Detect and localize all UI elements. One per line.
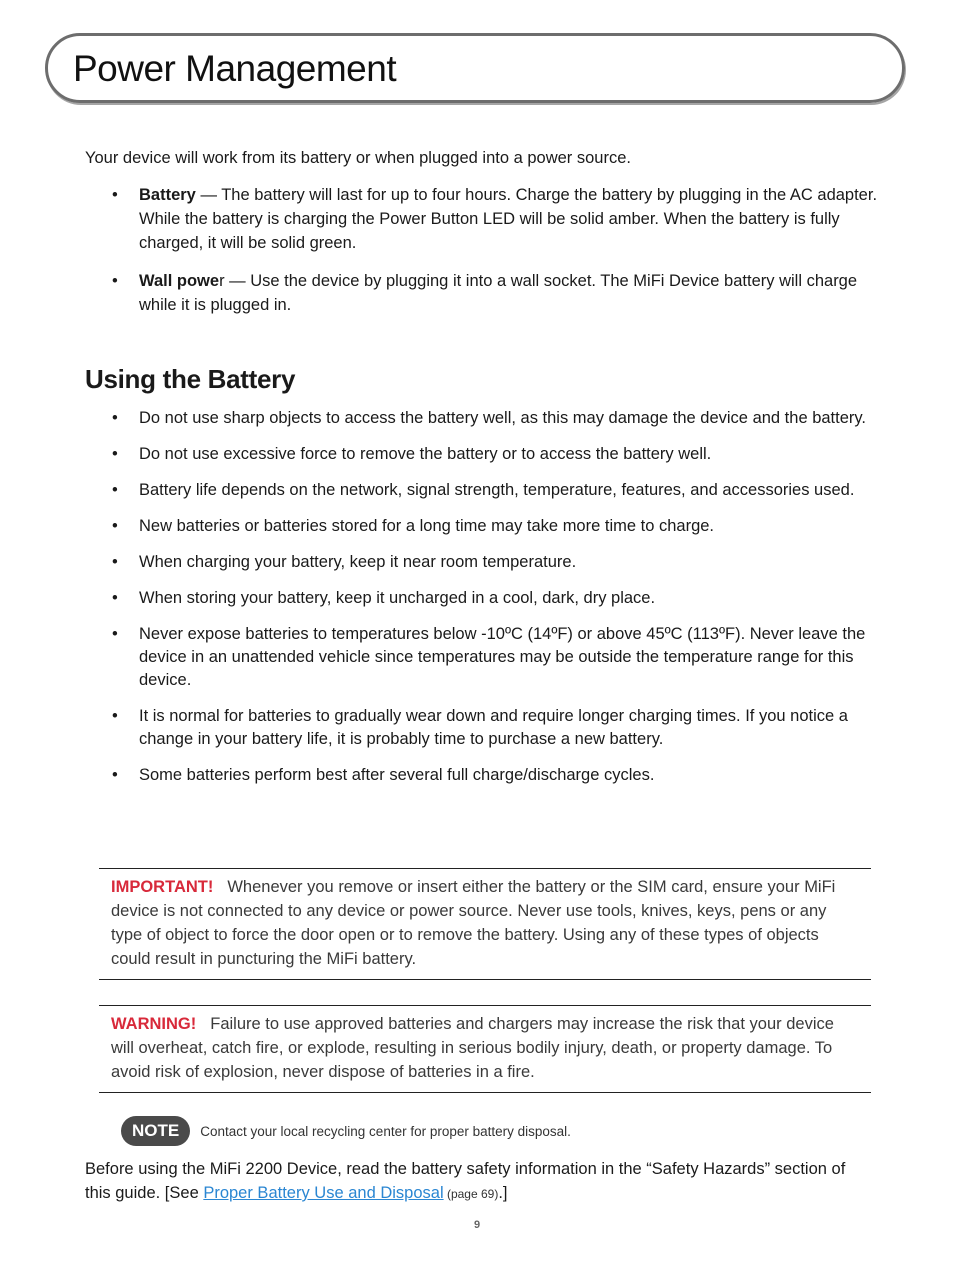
list-item-term: Battery (139, 186, 196, 204)
page-title: Power Management (73, 48, 397, 89)
closing-paragraph (85, 1157, 875, 1206)
warning-text: Failure to use approved batteries and chargers may increase the risk that your device will overheat, catch fire, or explode, resulting in serious bodily injury, death, or property damage. To avoid risk of explosion, never dispose of batteries in a fire. (111, 1015, 834, 1081)
battery-tips-list (85, 407, 885, 787)
list-item: • When charging your battery, keep it near room temperature. (85, 551, 885, 574)
battery-disposal-link[interactable]: Proper Battery Use and Disposal (203, 1184, 444, 1202)
power-source-list (85, 183, 885, 317)
closing-text-end: .] (498, 1184, 508, 1202)
important-text: Whenever you remove or insert either the battery or the SIM card, ensure your MiFi device is not connected to any device or power source. Never use tools, knives, keys, pens or any type of object to force the door open or to remove the battery. Using any of these types of objects could result in puncturing the MiFi battery. (111, 878, 836, 968)
closing-text: Before using the MiFi 2200 Device, read the battery safety information in the “Safety Hazards” section of this guide. [See (85, 1160, 846, 1202)
page-number: 9 (473, 1219, 481, 1231)
list-item: • Do not use excessive force to remove the battery or to access the battery well. (85, 443, 885, 466)
important-label: IMPORTANT! (111, 878, 214, 896)
list-item (85, 269, 885, 317)
intro-paragraph: Your device will work from its battery or when plugged into a power source. (85, 149, 631, 167)
warning-notice (99, 1005, 871, 1093)
list-item: • Never expose batteries to temperatures below -10ºC (14ºF) or above 45ºC (113ºF). Never leave the device in an unattended vehicle since temperatures may be outside the temperature range for this device. (85, 623, 885, 692)
note-badge: NOTE (121, 1116, 190, 1146)
title-banner (45, 33, 905, 103)
list-item-text: r — Use the device by plugging it into a wall socket. The MiFi Device battery will charge while it is plugged in. (139, 272, 858, 314)
list-item: • When storing your battery, keep it uncharged in a cool, dark, dry place. (85, 587, 885, 610)
important-notice (99, 868, 871, 980)
list-item: • Some batteries perform best after several full charge/discharge cycles. (85, 764, 885, 787)
list-item-text: — The battery will last for up to four hours. Charge the battery by plugging in the AC adapter. While the battery is charging the Power Button LED will be solid amber. When the battery is fully charged, it will be solid green. (139, 186, 878, 252)
section-heading: Using the Battery (85, 364, 296, 394)
main-content (85, 146, 885, 800)
list-item: • It is normal for batteries to gradually wear down and require longer charging times. If you notice a change in your battery life, it is probably time to purchase a new battery. (85, 705, 885, 751)
page-reference: (page 69) (443, 1187, 499, 1201)
note-text: Contact your local recycling center for proper battery disposal. (200, 1123, 571, 1139)
list-item: • Do not use sharp objects to access the battery well, as this may damage the device and the battery. (85, 407, 885, 430)
list-item: • Battery life depends on the network, signal strength, temperature, features, and accessories used. (85, 479, 885, 502)
list-item (85, 183, 885, 255)
warning-label: WARNING! (111, 1015, 197, 1033)
note-callout (121, 1116, 571, 1146)
list-item-term: Wall powe (139, 272, 220, 290)
list-item: • New batteries or batteries stored for a long time may take more time to charge. (85, 515, 885, 538)
